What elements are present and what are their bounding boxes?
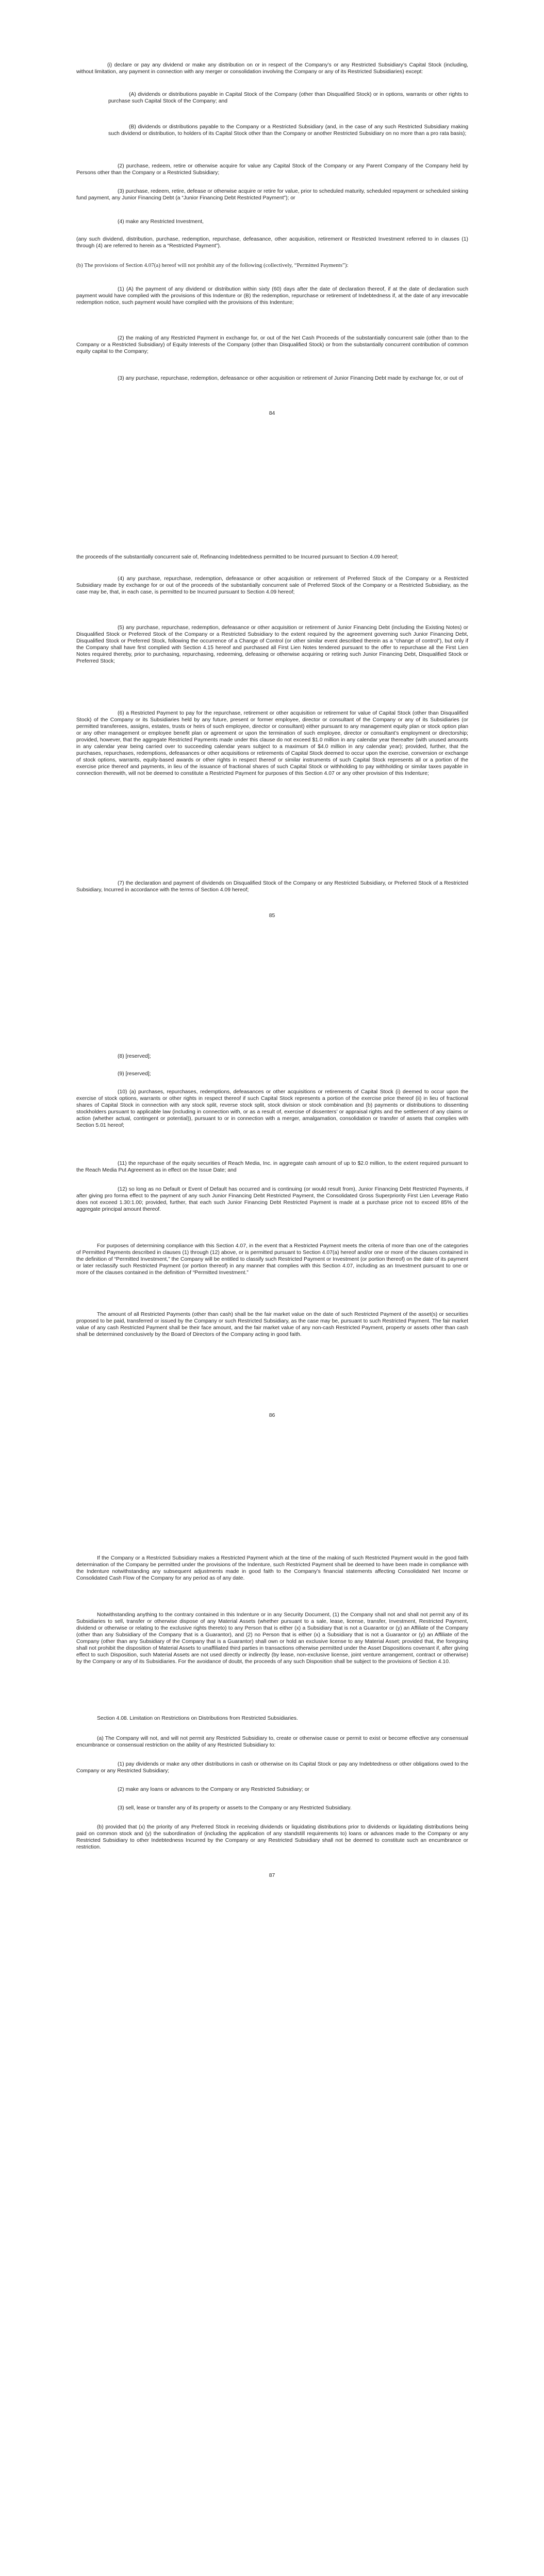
- classification-paragraph: For purposes of determining compliance with this Section 4.07, in the event that a Restricted Payment meets the criteria of more than one of the categories of Permitted Payments described in clauses (1) through (12) above, or is permitted pursuant to Section 4.07(a) hereof and/or one or more of the clauses contained in the definition of “Permitted Investment,” the Company will be entitled to classify such Restricted Payment or Investment (or portion thereof) on the date of its payment or later reclassify such Restricted Payment (or portion thereof) in any manner that complies with this Section 4.07, including as an Investment pursuant to one or more of the clauses contained in the definition of “Permitted Investment.”: [76, 1243, 468, 1276]
- clause-b-dividends-restricted-subsidiary: (B) dividends or distributions payable to the Company or a Restricted Subsidiary (and, in the case of any such Restricted Subsidiary making such dividend or distribution, to holders of its Capital Stock other than the Company or another Restricted Subsidiary on no more than a pro rata basis);: [108, 124, 468, 137]
- permitted-payment-4: (4) any purchase, repurchase, redemption, defeasance or other acquisition or retirement of Preferred Stock of the Company or a Restricted Subsidiary made by exchange for or out of the proceeds of the substantially concurrent sale of Preferred Stock of the Company or a Restricted Subsidiary, as the case may be, that, in each case, is permitted to be Incurred pursuant to Section 4.09 hereof;: [76, 576, 468, 595]
- page-number: 87: [269, 1873, 275, 1878]
- permitted-payment-9: (9) [reserved];: [118, 1071, 151, 1077]
- section-4-08-heading: Section 4.08. Limitation on Restrictions on Distributions from Restricted Subsidiaries.: [97, 1716, 298, 1721]
- clause-4-restricted-investment: (4) make any Restricted Investment,: [118, 219, 204, 225]
- permitted-payment-3: (3) any purchase, repurchase, redemption, defeasance or other acquisition or retirement of Junior Financing Debt made by exchange for, or out of: [118, 376, 463, 381]
- clause-3-junior-financing-debt: (3) purchase, redeem, retire, defease or otherwise acquire or retire for value, prior to scheduled maturity, scheduled repayment or scheduled sinking fund payment, any Junior Financing Debt (a “Junior Financing Debt Restricted Payment”); or: [76, 189, 468, 201]
- material-assets-paragraph: Notwithstanding anything to the contrary contained in this Indenture or in any Security Document, (1) the Company shall not and shall not permit any of its Subsidiaries to sell, transfer or otherwise dispose of any Material Assets (whether pursuant to a sale, lease, license, transfer, Investment, Restricted Payment, dividend or otherwise or relating to the exclusive rights thereto) to any Person that is either (x) a Subsidiary that is not a Guarantor or (y) an Affiliate of the Company (other than any Subsidiary of the Company that is a Guarantor), and (2) no Person that is either (x) a Subsidiary that is not a Guarantor or (y) an Affiliate of the Company (other than any Subsidiary of the Company that is a Guarantor) shall own or hold an exclusive license to any Material Asset; provided that, the foregoing shall not prohibit the disposition of Material Assets to unaffiliated third parties in transactions otherwise permitted under the Asset Dispositions covenant if, after giving effect to such Disposition, such Material Assets are not used directly or indirectly (by lease, non-exclusive license, joint venture arrangement, contract or otherwise) by the Company or any of its Subsidiaries. For the avoidance of doubt, the proceeds of any such Disposition shall be subject to the provisions of Section 4.10.: [76, 1612, 468, 1665]
- permitted-payment-12: (12) so long as no Default or Event of Default has occurred and is continuing (or would result from), Junior Financing Debt Restricted Payments, if after giving pro forma effect to the payment of any such Junior Financing Debt Restricted Payment, the Consolidated Gross Superpriority First Lien Leverage Ratio does not exceed 1.30:1.00; provided, further, that each such Junior Financing Debt Restricted Payment is made at a purchase price not to exceed 85% of the aggregate principal amount thereof.: [76, 1187, 468, 1212]
- section-4-08-a-2: (2) make any loans or advances to the Company or any Restricted Subsidiary; or: [118, 1787, 309, 1792]
- section-4-08-a-3: (3) sell, lease or transfer any of its property or assets to the Company or any Restricted Subsidiary.: [118, 1805, 352, 1811]
- page-number: 84: [269, 411, 275, 416]
- section-4-08-a: (a) The Company will not, and will not permit any Restricted Subsidiary to, create or otherwise cause or permit to exist or become effective any consensual encumbrance or consensual restriction on the ability of any Restricted Subsidiary to:: [76, 1736, 468, 1748]
- section-4-08-a-1: (1) pay dividends or make any other distributions in cash or otherwise on its Capital Stock or pay any Indebtedness or other obligations owed to the Company or any Restricted Subsidiary;: [76, 1761, 468, 1774]
- permitted-payment-10: (10) (a) purchases, repurchases, redemptions, defeasances or other acquisitions or retirements of Capital Stock (i) deemed to occur upon the exercise of stock options, warrants or other rights in respect thereof if such Capital Stock represents a portion of the exercise price thereof (ii) in lieu of fractional shares of Capital Stock in connection with any stock split, reverse stock split, stock division or stock combination and (b) payments or distributions to dissenting stockholders pursuant to applicable law (including in connection with, or as a result of, exercise of dissenters’ or appraisal rights and the settlement of any claims or action (whether actual, contingent or potential)), pursuant to or in connection with a merger, amalgamation, consolidation or transfer of assets that complies with Section 5.01 hereof;: [76, 1089, 468, 1128]
- permitted-payment-11: (11) the repurchase of the equity securities of Reach Media, Inc. in aggregate cash amount of up to $2.0 million, to the extent required pursuant to the Reach Media Put Agreement as in effect on the Issue Date; and: [76, 1161, 468, 1173]
- clause-2-purchase-capital-stock: (2) purchase, redeem, retire or otherwise acquire for value any Capital Stock of the Company or any Parent Company of the Company held by Persons other than the Company or a Restricted Subsidiary;: [76, 163, 468, 176]
- permitted-payment-6: (6) a Restricted Payment to pay for the repurchase, retirement or other acquisition or retirement for value of Capital Stock (other than Disqualified Stock) of the Company or its Subsidiaries held by any future, present or former employee, director or consultant of the Company or any of its Subsidiaries (or permitted transferees, assigns, estates, trusts or heirs of such employee, director or consultant) either pursuant to any management equity plan or stock option plan or any other management or employee benefit plan or agreement or upon the termination of such employee, director or consultant’s employment or directorship; provided, however, that the aggregate Restricted Payments made under this clause do not exceed $1.0 million in any calendar year thereafter (with unused amounts in any calendar year being carried over to succeeding calendar years subject to a maximum of $4.0 million in any calendar year); provided, further, that the purchases, repurchases, redemptions, defeasances or other acquisitions or retirements of Capital Stock deemed to occur upon the exercise, conversion or exchange of stock options, warrants, equity-based awards or other rights in respect thereof or similar instruments of such Capital Stock represents all or a portion of the exercise price thereof and payments, in lieu of the issuance of fractional shares of such Capital Stock or withholding to pay withholding or similar taxes payable in connection therewith, will not be deemed to constitute a Restricted Payment for purposes of this Section 4.07 or any other provision of this Indenture;: [76, 710, 468, 776]
- clause-i-declare-dividends: (i) declare or pay any dividend or make any distribution on or in respect of the Company’s or any Restricted Subsidiary’s Capital Stock (including, without limitation, any payment in connection with any merger or consolidation involving the Company or any of its Restricted Subsidiaries) except:: [76, 62, 468, 75]
- permitted-payment-5: (5) any purchase, repurchase, redemption, defeasance or other acquisition or retirement of Junior Financing Debt (including the Existing Notes) or Disqualified Stock or Preferred Stock of the Company or a Restricted Subsidiary to the extent required by the agreement governing such Junior Financing Debt, Disqualified Stock or Preferred Stock, following the occurrence of a Change of Control (or other similar event described therein as a “change of control”), but only if the Company shall have first complied with Section 4.15 hereof and purchased all First Lien Notes tendered pursuant to the offer to repurchase all the First Lien Notes required thereby, prior to purchasing, repurchasing, redeeming, defeasing or otherwise acquiring or retiring such Junior Financing Debt, Disqualified Stock or Preferred Stock;: [76, 625, 468, 664]
- restricted-payment-valuation: The amount of all Restricted Payments (other than cash) shall be the fair market value on the date of such Restricted Payment of the asset(s) or securities proposed to be paid, transferred or issued by the Company or such Restricted Subsidiary, as the case may be, pursuant to such Restricted Payment. The fair market value of any cash Restricted Payment shall be their face amount, and the fair market value of any non-cash Restricted Payment, property or assets other than cash shall be determined conclusively by the Board of Directors of the Company acting in good faith.: [76, 1312, 468, 1337]
- section-4-08-b: (b) provided that (x) the priority of any Preferred Stock in receiving dividends or liquidating distributions prior to dividends or liquidating distributions being paid on common stock and (y) the subordination of (including the application of any standstill requirements to) loans or advances made to the Company or any Restricted Subsidiary to other Indebtedness Incurred by the Company or any Restricted Subsidiary shall not be deemed to constitute such an encumbrance or restriction.: [76, 1824, 468, 1850]
- permitted-payment-7: (7) the declaration and payment of dividends on Disqualified Stock of the Company or any Restricted Subsidiary, or Preferred Stock of a Restricted Subsidiary, Incurred in accordance with the terms of Section 4.09 hereof;: [76, 880, 468, 893]
- permitted-payment-3-continued: the proceeds of the substantially concurrent sale of, Refinancing Indebtedness permitted to be Incurred pursuant to Section 4.09 hereof;: [76, 554, 399, 560]
- permitted-payment-2: (2) the making of any Restricted Payment in exchange for, or out of the Net Cash Proceeds of the substantially concurrent sale (other than to the Company or a Restricted Subsidiary) of Equity Interests of the Company (other than Disqualified Stock) or from the substantially concurrent contribution of common equity capital to the Company;: [76, 335, 468, 354]
- good-faith-determination: If the Company or a Restricted Subsidiary makes a Restricted Payment which at the time of the making of such Restricted Payment would in the good faith determination of the Company be permitted under the provisions of the Indenture, such Restricted Payment shall be deemed to have been made in compliance with the Indenture notwithstanding any subsequent adjustments made in good faith to the Company’s financial statements affecting Consolidated Net Income or Consolidated Cash Flow of the Company for any period as of any date.: [76, 1555, 468, 1581]
- permitted-payment-1: (1) (A) the payment of any dividend or distribution within sixty (60) days after the date of declaration thereof, if at the date of declaration such payment would have complied with the provisions of this Indenture or (B) the redemption, repurchase or retirement of Indebtedness if, at the date of any irrevocable redemption notice, such payment would have complied with the provisions of this Indenture;: [76, 286, 468, 306]
- restricted-payment-definition: (any such dividend, distribution, purchase, redemption, repurchase, defeasance, other acquisition, retirement or Restricted Investment referred to in clauses (1) through (4) are referred to herein as a “Restricted Payment”).: [76, 236, 468, 249]
- section-4-07-b-intro: (b) The provisions of Section 4.07(a) hereof will not prohibit any of the following (collectively, “Permitted Payments”):: [76, 262, 349, 268]
- page-number: 85: [269, 913, 275, 919]
- page-number: 86: [269, 1413, 275, 1418]
- permitted-payment-8: (8) [reserved];: [118, 1054, 151, 1059]
- clause-a-dividends-capital-stock: (A) dividends or distributions payable in Capital Stock of the Company (other than Disqualified Stock) or in options, warrants or other rights to purchase such Capital Stock of the Company; and: [108, 92, 468, 104]
